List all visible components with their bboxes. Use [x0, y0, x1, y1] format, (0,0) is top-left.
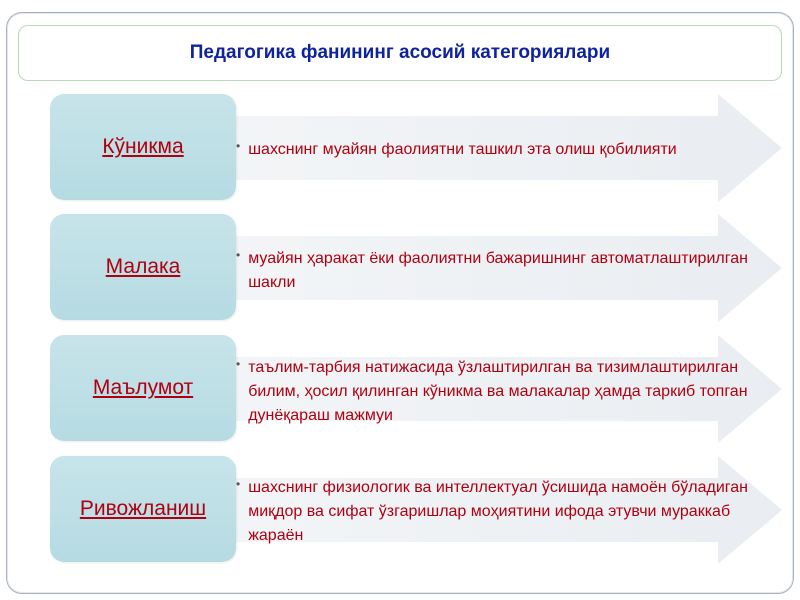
description-text: шахснинг муайян фаолиятни ташкил эта олиш қобилияти — [248, 141, 677, 158]
description-text: муайян ҳаракат ёки фаолиятни бажаришнинг автоматлаштирилган шакли — [248, 250, 748, 291]
category-row-1 — [0, 94, 800, 204]
category-label[interactable]: Малака — [105, 255, 181, 278]
category-label[interactable]: Кўникма — [102, 135, 184, 158]
category-label-box — [50, 214, 236, 320]
page-title: Педагогика фанининг асосий категориялари — [189, 42, 611, 63]
category-label[interactable]: Маълумот — [92, 376, 194, 399]
category-description — [236, 356, 748, 428]
category-description — [236, 476, 748, 548]
category-description — [236, 247, 748, 295]
category-label-box — [50, 94, 236, 200]
category-label[interactable]: Ривожланиш — [79, 497, 207, 520]
bullet-icon: • — [236, 357, 241, 371]
description-text: шахснинг физиологик ва интеллектуал ўсишида намоён бўладиган миқдор ва сифат ўзгаришлар моҳиятини ифода этувчи мураккаб жараён — [248, 479, 749, 544]
category-label-box — [50, 456, 236, 562]
bullet-icon: • — [236, 477, 241, 491]
category-description — [236, 138, 748, 162]
bullet-icon: • — [236, 248, 241, 262]
description-text: таълим-тарбия натижасида ўзлаштирилган ва тизимлаштирилган билим, ҳосил қилинган кўникма ва малакалар ҳамда таркиб топган дунёқараш мажмуи — [248, 359, 748, 424]
bullet-icon: • — [236, 139, 241, 153]
category-row-4 — [0, 456, 800, 566]
title-box — [18, 25, 782, 81]
category-row-3 — [0, 335, 800, 445]
category-row-2 — [0, 214, 800, 324]
category-label-box — [50, 335, 236, 441]
